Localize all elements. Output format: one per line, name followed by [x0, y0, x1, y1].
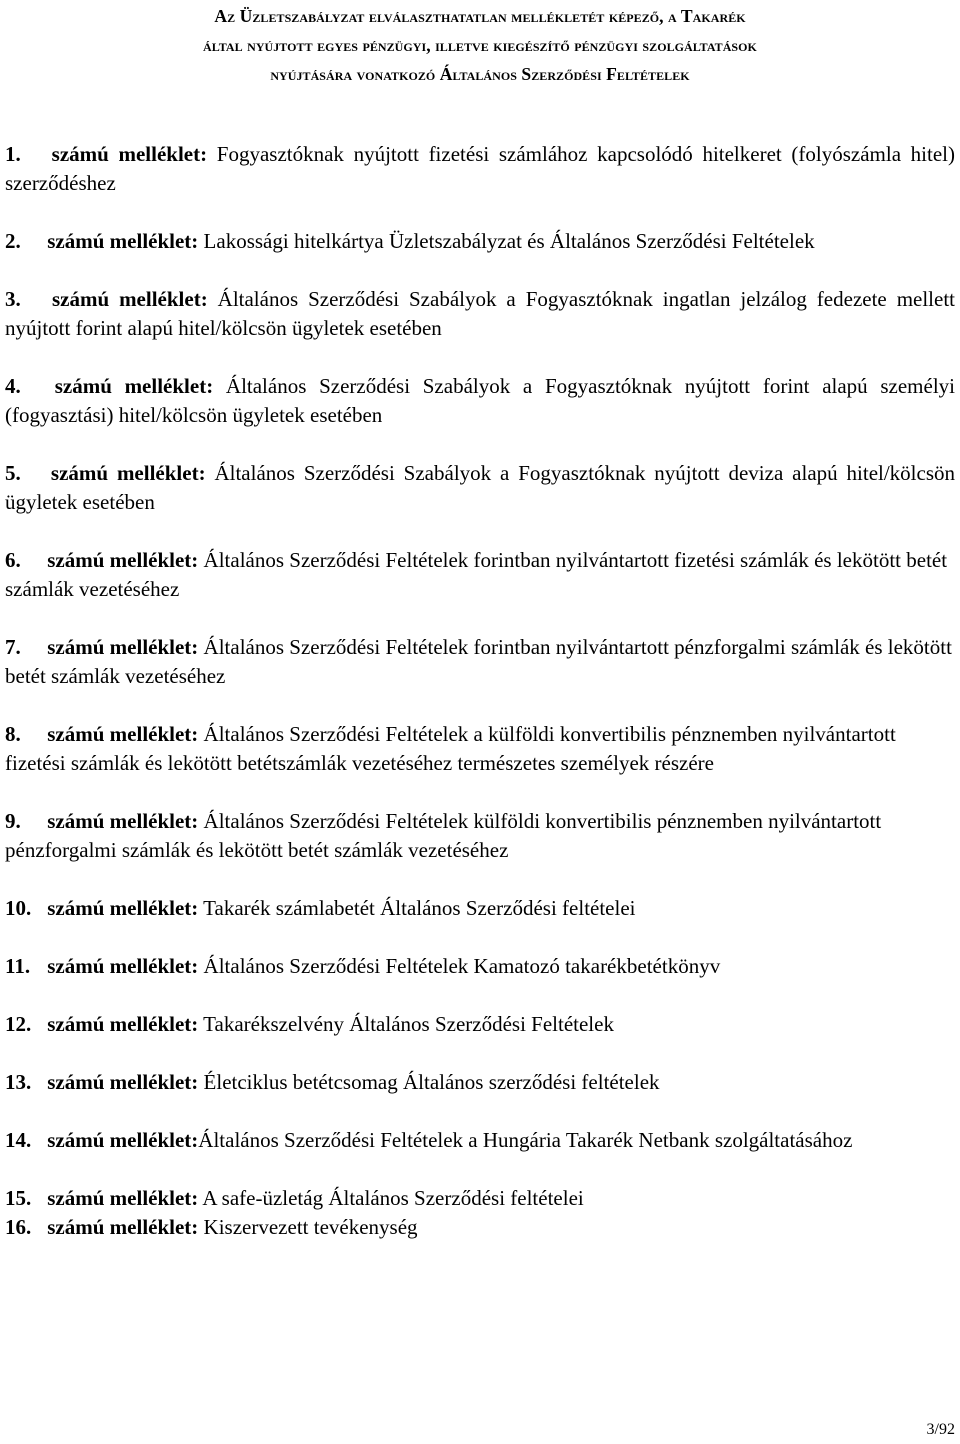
annex-item-2: [5, 227, 955, 256]
annex-label: számú melléklet:: [51, 287, 208, 311]
annex-label: számú melléklet:: [47, 809, 199, 833]
annex-text: Általános Szerződési Szabályok a Fogyasztóknak nyújtott deviza alapú hitel/kölcsön ügyletek esetében: [5, 461, 956, 514]
document-title: [6, 2, 954, 89]
annex-label: számú melléklet:: [47, 1012, 199, 1036]
document-title-line-2: által nyújtott egyes pénzügyi, illetve kiegészítő pénzügyi szolgáltatások: [203, 35, 757, 55]
annex-label: számú melléklet:: [54, 374, 214, 398]
annex-number: 5.: [5, 461, 21, 485]
annex-item-3: [5, 285, 955, 343]
annex-text: Általános Szerződési Feltételek forintban nyilvántartott fizetési számlák és lekötött betét számlák vezetéséhez: [5, 548, 948, 601]
annex-text: Lakossági hitelkártya Üzletszabályzat és Általános Szerződési Feltételek: [203, 229, 815, 253]
annex-text: Kiszervezett tevékenység: [203, 1215, 418, 1239]
annex-number: 1.: [5, 142, 21, 166]
annex-number: 2.: [5, 229, 21, 253]
annex-text: Általános Szerződési Feltételek a Hungária Takarék Netbank szolgáltatásához: [198, 1128, 853, 1152]
annex-item-7: [5, 633, 955, 691]
annex-label: számú melléklet:: [50, 461, 206, 485]
annex-number: 16.: [5, 1215, 32, 1239]
annex-label: számú melléklet:: [47, 548, 199, 572]
annex-label: számú melléklet:: [47, 635, 199, 659]
annex-number: 3.: [5, 287, 21, 311]
annex-label: számú melléklet:: [47, 229, 199, 253]
annex-text: Fogyasztóknak nyújtott fizetési számlához kapcsolódó hitelkeret (folyószámla hitel) szerződéshez: [5, 142, 955, 195]
annex-text: Életciklus betétcsomag Általános szerződési feltételek: [203, 1070, 660, 1094]
annex-item-11: [5, 952, 955, 981]
annex-text: Takarékszelvény Általános Szerződési Feltételek: [203, 1012, 614, 1036]
annex-item-16: [5, 1213, 955, 1242]
annex-item-1: [5, 140, 955, 198]
annex-label: számú melléklet:: [47, 1186, 199, 1210]
annex-number: 11.: [5, 954, 31, 978]
annex-number: 9.: [5, 809, 21, 833]
annex-item-6: [5, 546, 955, 604]
annex-number: 15.: [5, 1186, 32, 1210]
annex-text: Általános Szerződési Feltételek forintban nyilvántartott pénzforgalmi számlák és lekötött betét számlák vezetéséhez: [5, 635, 952, 688]
annex-item-4: [5, 372, 955, 430]
annex-text: Általános Szerződési Szabályok a Fogyasztóknak nyújtott forint alapú személyi (fogyasztási) hitel/kölcsön ügyletek esetében: [5, 374, 956, 427]
annex-text: Általános Szerződési Feltételek Kamatozó takarékbetétkönyv: [203, 954, 721, 978]
annex-label: számú melléklet:: [47, 954, 199, 978]
annex-text: Takarék számlabetét Általános Szerződési feltételei: [203, 896, 636, 920]
annex-item-12: [5, 1010, 955, 1039]
annex-label: számú melléklet:: [47, 1215, 199, 1239]
annex-item-14: [5, 1126, 955, 1155]
annex-item-5: [5, 459, 955, 517]
annex-text: Általános Szerződési Feltételek a külföldi konvertibilis pénznemben nyilvántartott fizetési számlák és lekötött betétszámlák vezetéséhez természetes személyek részére: [5, 722, 896, 775]
annex-number: 6.: [5, 548, 21, 572]
annex-item-8: [5, 720, 955, 778]
page-number: 3/92: [926, 1421, 955, 1438]
annex-number: 12.: [5, 1012, 32, 1036]
annex-number: 4.: [5, 374, 21, 398]
annex-list: [5, 140, 955, 1242]
annex-label: számú melléklet:: [47, 722, 199, 746]
annex-item-15: [5, 1184, 955, 1213]
annex-text: A safe-üzletág Általános Szerződési feltételei: [202, 1186, 584, 1210]
annex-text: Általános Szerződési Feltételek külföldi konvertibilis pénznemben nyilvántartott pénzforgalmi számlák és lekötött betét számlák vezetéséhez: [5, 809, 882, 862]
annex-label: számú melléklet:: [47, 1070, 199, 1094]
document-title-line-3: nyújtására vonatkozó Általános Szerződési Feltételek: [270, 64, 690, 84]
annex-item-9: [5, 807, 955, 865]
annex-number: 14.: [5, 1128, 32, 1152]
annex-label: számú melléklet:: [47, 1128, 199, 1152]
annex-number: 8.: [5, 722, 21, 746]
document-title-line-1: Az Üzletszabályzat elválaszthatatlan mellékletét képező, a Takarék: [214, 6, 746, 26]
annex-item-10: [5, 894, 955, 923]
annex-label: számú melléklet:: [47, 896, 199, 920]
annex-label: számú melléklet:: [51, 142, 208, 166]
annex-number: 10.: [5, 896, 32, 920]
annex-number: 13.: [5, 1070, 32, 1094]
annex-text: Általános Szerződési Szabályok a Fogyasztóknak ingatlan jelzálog fedezete mellett nyújtott forint alapú hitel/kölcsön ügyletek esetében: [5, 287, 956, 340]
annex-item-13: [5, 1068, 955, 1097]
annex-number: 7.: [5, 635, 21, 659]
